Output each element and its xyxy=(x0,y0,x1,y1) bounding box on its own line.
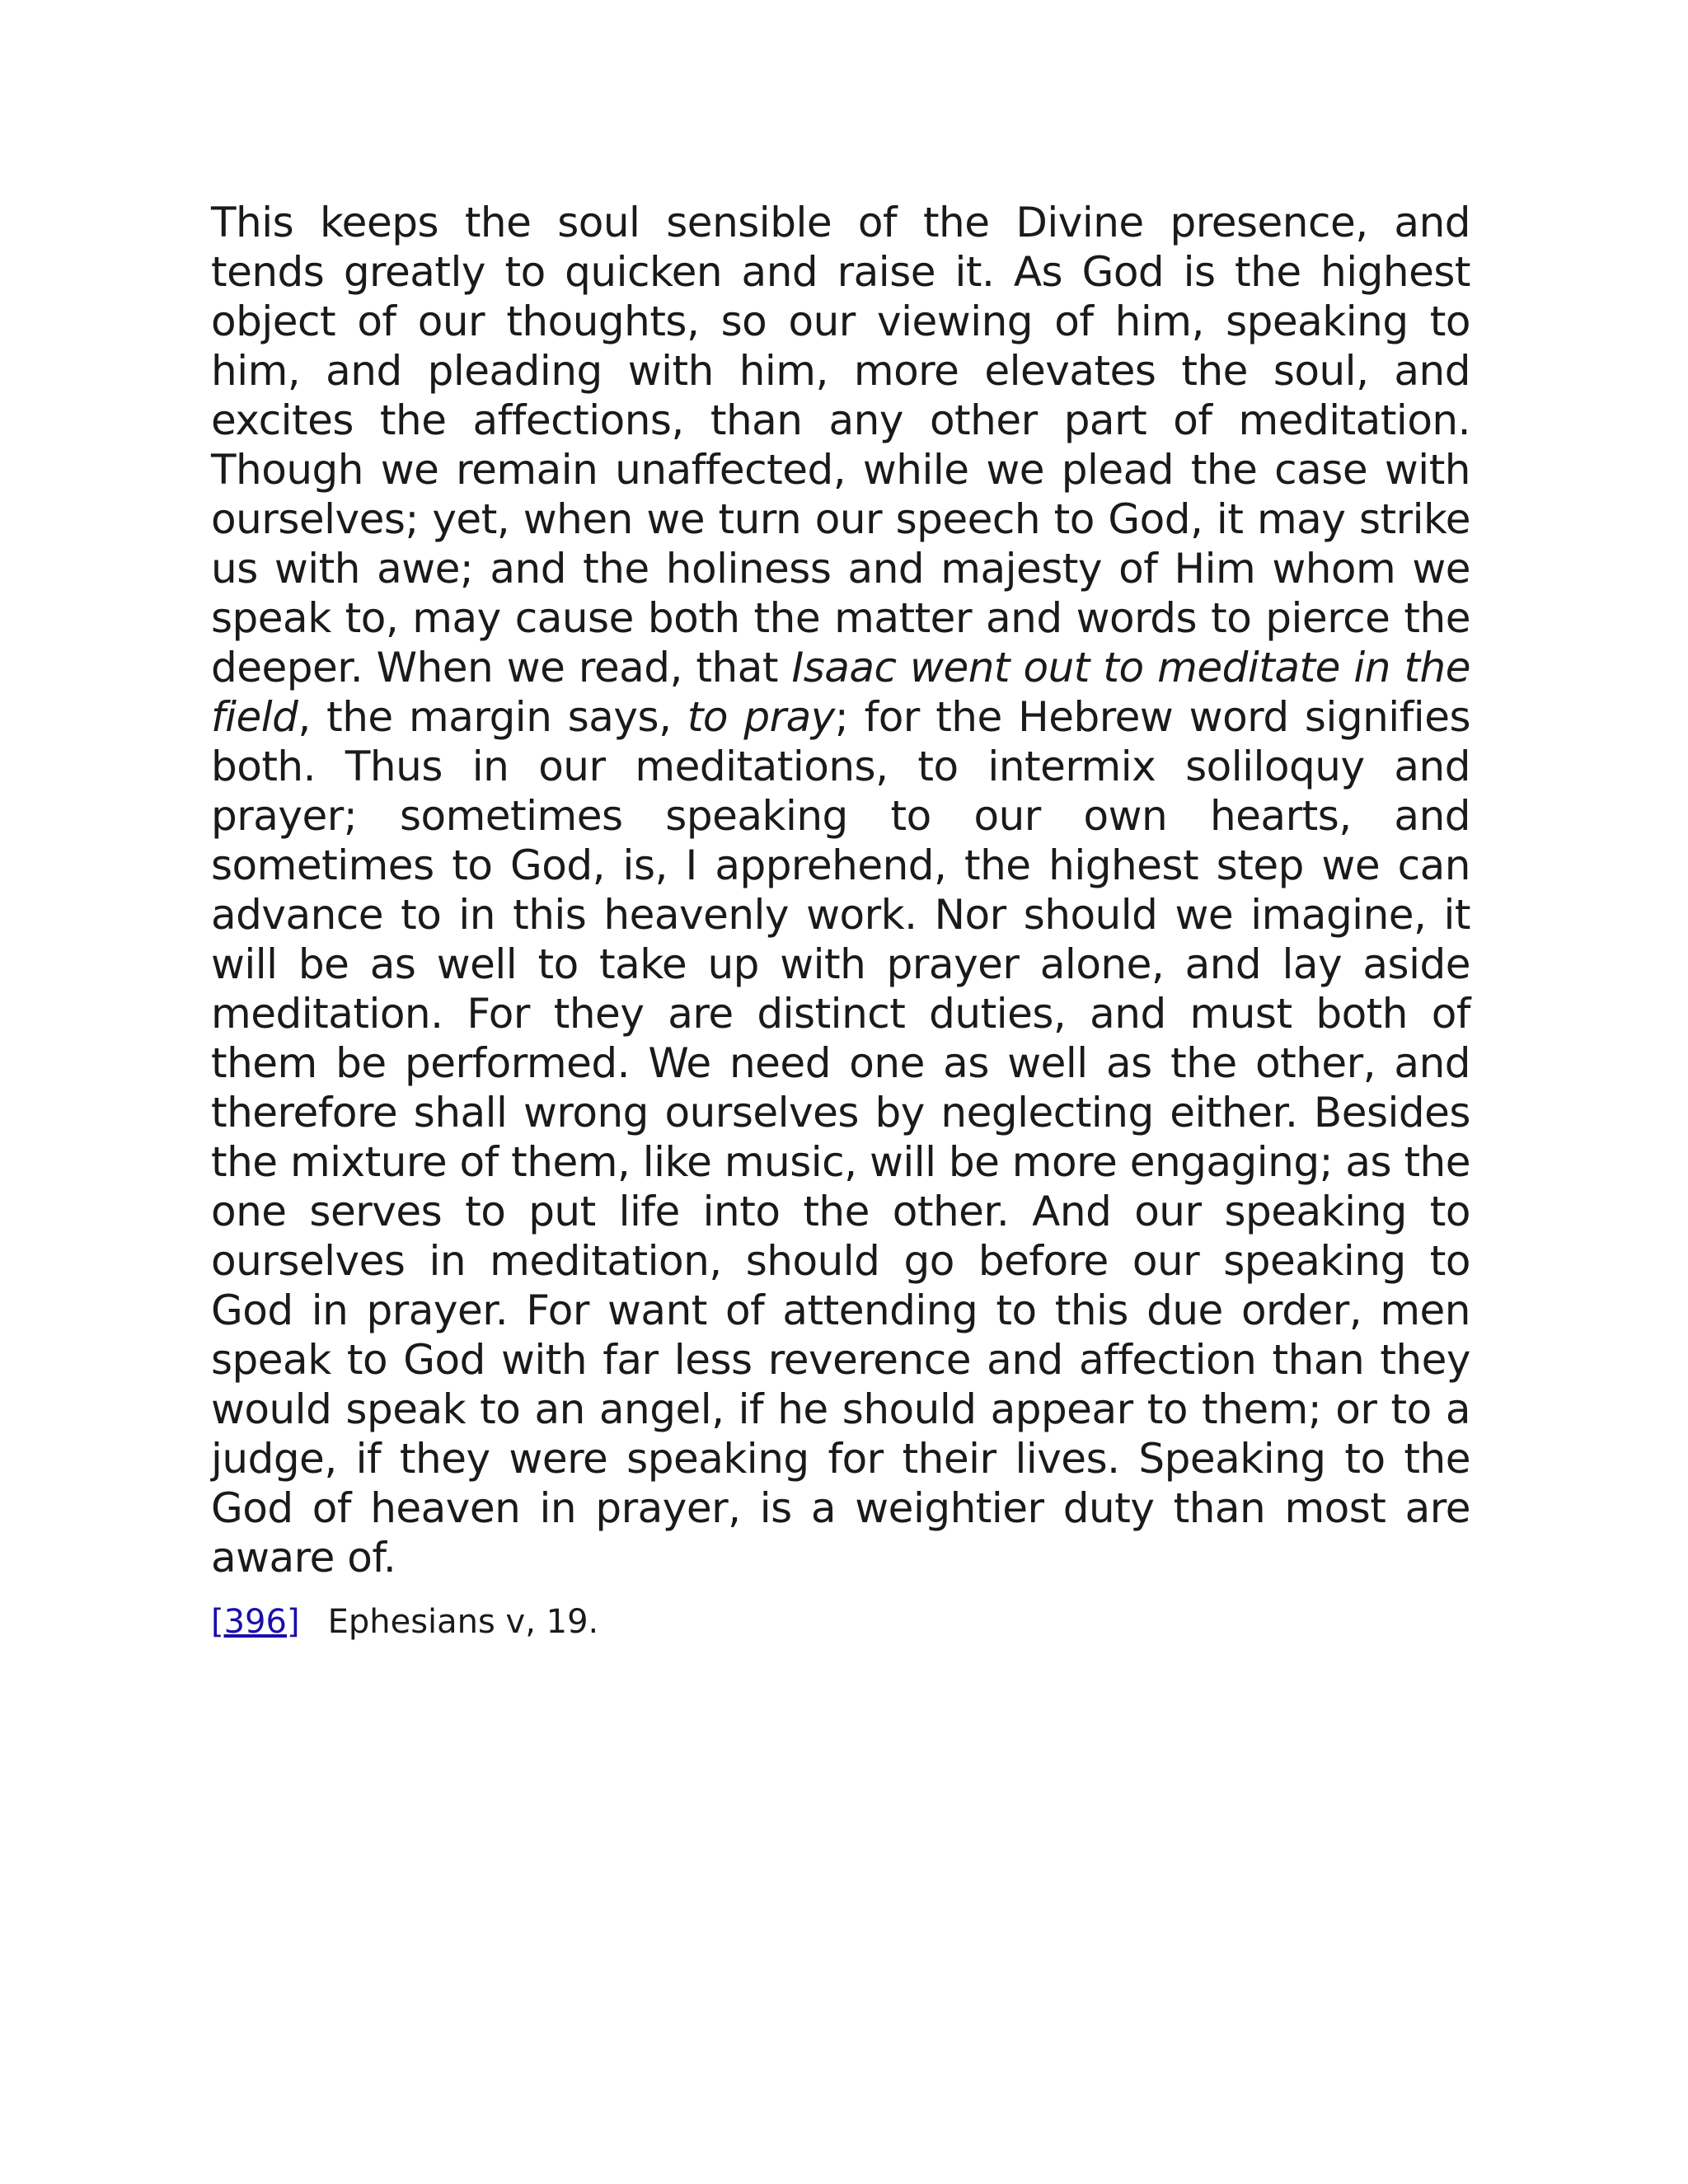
paragraph-segment-2: , the margin says, xyxy=(298,693,687,741)
footnote xyxy=(211,1601,1470,1643)
body-paragraph xyxy=(211,198,1470,1582)
page-content xyxy=(211,198,1470,1643)
italic-quote-isaac: Isaac went out to meditate in the field xyxy=(211,644,1470,741)
footnote-text: Ephesians v, 19. xyxy=(327,1603,599,1641)
footnote-ref-link[interactable]: [396] xyxy=(211,1603,300,1641)
italic-quote-pray: to pray xyxy=(687,693,835,741)
paragraph-segment-1: This keeps the soul sensible of the Divine presence, and tends greatly to quicken and raise it. As God is the highest object of our thoughts, so our viewing of him, speaking to him, and pleading with him, more elevates the soul, and excites the affections, than any other part of meditation. Though we remain unaffected, while we plead the case with ourselves; yet, when we turn our speech to God, it may strike us with awe; and the holiness and majesty of Him whom we speak to, may cause both the matter and words to pierce the deeper. When we read, that xyxy=(211,199,1470,691)
paragraph-segment-3: ; for the Hebrew word signifies both. Thus in our meditations, to intermix soliloquy and prayer; sometimes speaking to our own hearts, and sometimes to God, is, I apprehend, the highest step we can advance to in this heavenly work. Nor should we imagine, it will be as well to take up with prayer alone, and lay aside meditation. For they are distinct duties, and must both of them be performed. We need one as well as the other, and therefore shall wrong ourselves by neglecting either. Besides the mixture of them, like music, will be more engaging; as the one serves to put life into the other. And our speaking to ourselves in meditation, should go before our speaking to God in prayer. For want of attending to this due order, men speak to God with far less reverence and affection than they would speak to an angel, if he should appear to them; or to a judge, if they were speaking for their lives. Speaking to the God of heaven in prayer, is a weightier duty than most are aware of. xyxy=(211,693,1471,1582)
